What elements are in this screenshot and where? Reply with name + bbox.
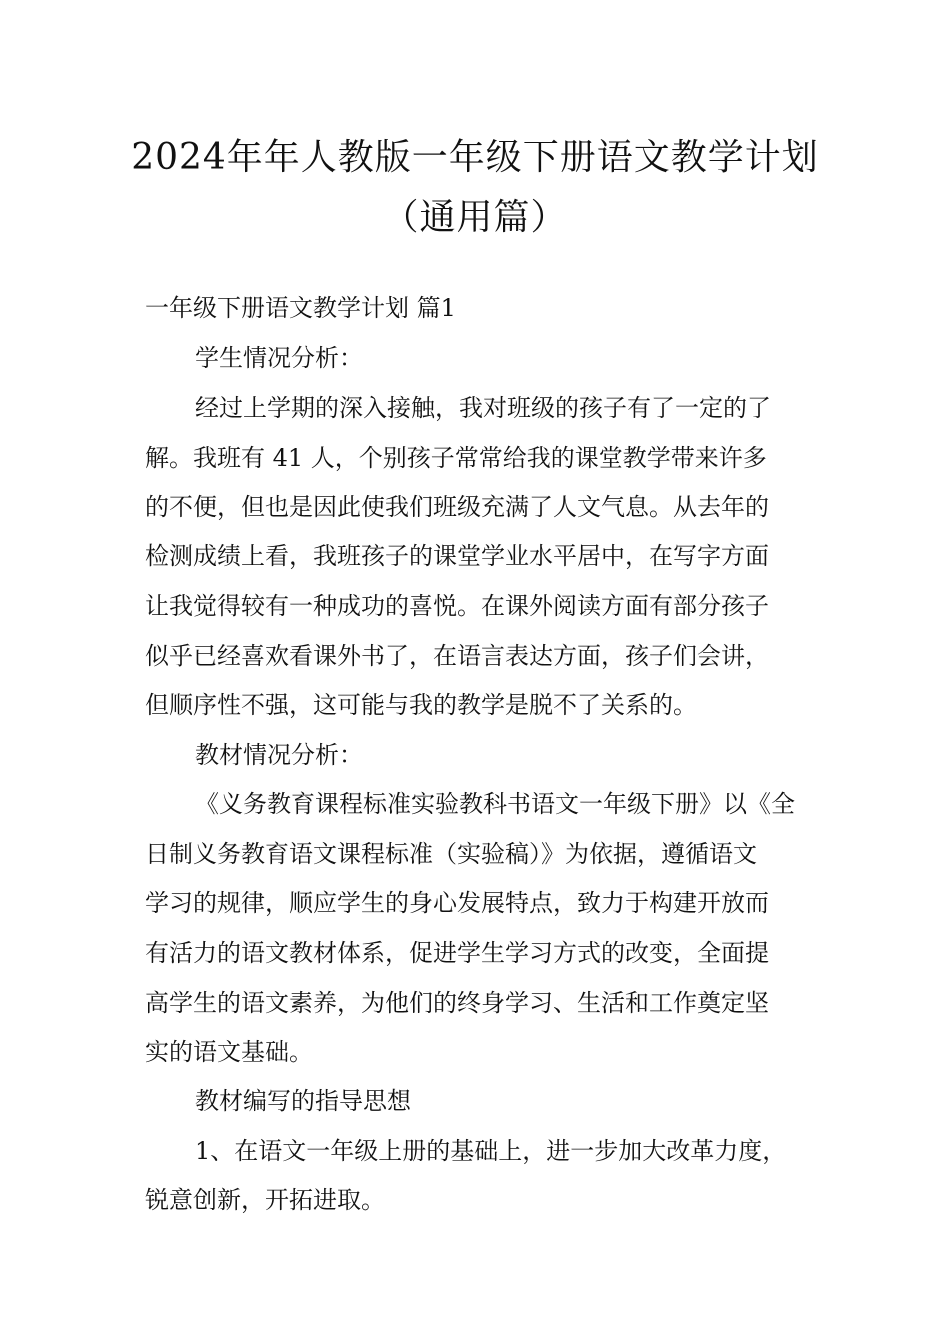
subheading-guiding-ideas: 教材编写的指导思想 (195, 1087, 411, 1115)
paragraph-line: 让我觉得较有一种成功的喜悦。在课外阅读方面有部分孩子 (145, 592, 769, 620)
paragraph-line: 的不便，但也是因此使我们班级充满了人文气息。从去年的 (145, 493, 769, 521)
paragraph-line: 但顺序性不强，这可能与我的教学是脱不了关系的。 (145, 691, 697, 719)
paragraph-line: 学习的规律，顺应学生的身心发展特点，致力于构建开放而 (145, 889, 769, 917)
paragraph-line: 检测成绩上看，我班孩子的课堂学业水平居中，在写字方面 (145, 542, 769, 570)
paragraph-line: 实的语文基础。 (145, 1038, 313, 1066)
paragraph-line: 1、在语文一年级上册的基础上，进一步加大改革力度， (195, 1137, 787, 1165)
paragraph-line: 解。我班有 41 人，个别孩子常常给我的课堂教学带来许多 (145, 444, 767, 472)
document-title-line-1: 2024年年人教版一年级下册语文教学计划 (131, 137, 819, 178)
paragraph-line: 高学生的语文素养，为他们的终身学习、生活和工作奠定坚 (145, 989, 769, 1017)
paragraph-line: 锐意创新，开拓进取。 (145, 1186, 385, 1214)
paragraph-line: 有活力的语文教材体系，促进学生学习方式的改变，全面提 (145, 939, 769, 967)
paragraph-line: 似乎已经喜欢看课外书了，在语言表达方面，孩子们会讲， (145, 642, 769, 670)
paragraph-line: 日制义务教育语文课程标准（实验稿）》为依据，遵循语文 (145, 840, 757, 868)
subheading-student-analysis: 学生情况分析： (195, 344, 363, 372)
paragraph-line: 《义务教育课程标准实验教科书语文一年级下册》以《全 (195, 790, 795, 818)
document-title-line-2: （通用篇） (382, 197, 568, 238)
section-heading: 一年级下册语文教学计划 篇1 (145, 294, 456, 322)
paragraph-line: 经过上学期的深入接触，我对班级的孩子有了一定的了 (195, 394, 771, 422)
subheading-textbook-analysis: 教材情况分析： (195, 741, 363, 769)
